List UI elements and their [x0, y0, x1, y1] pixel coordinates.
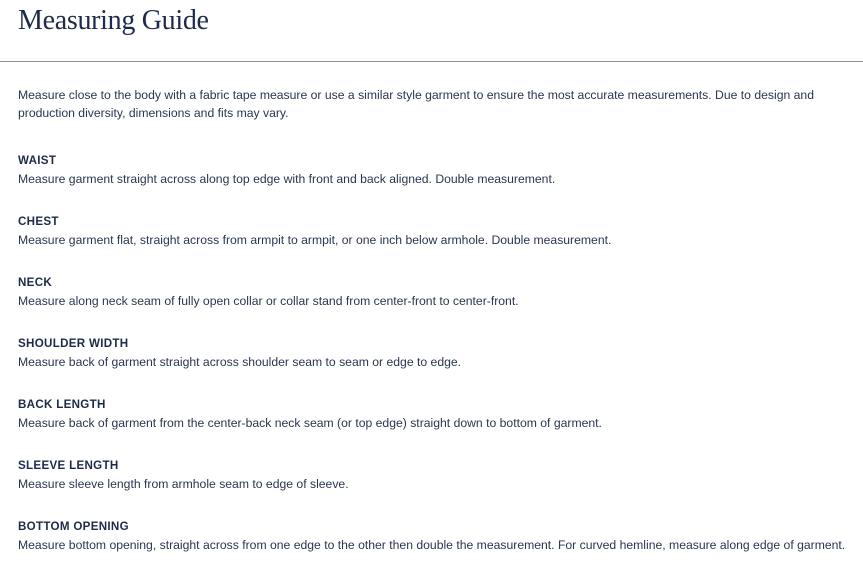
- section-heading: CHEST: [18, 215, 59, 228]
- section-shoulder-width: [18, 335, 858, 396]
- page-title: Measuring Guide: [18, 5, 209, 36]
- section-back-length: [18, 396, 858, 457]
- intro-paragraph: Measure close to the body with a fabric tape measure or use a similar style garment to ensure the most accurate measurements. Due to design and production diversity, dimensions and fits may vary.: [18, 88, 814, 120]
- section-heading: NECK: [18, 276, 53, 289]
- section-text: Measure back of garment straight across shoulder seam to seam or edge to edge.: [18, 355, 462, 369]
- section-heading: SLEEVE LENGTH: [18, 459, 119, 472]
- section-text: Measure garment flat, straight across from armpit to armpit, or one inch below armhole. Double measurement.: [18, 233, 612, 247]
- section-text: Measure along neck seam of fully open collar or collar stand from center-front to center-front.: [18, 294, 519, 308]
- section-text: Measure bottom opening, straight across from one edge to the other then double the measurement. For curved hemline, measure along edge of garment.: [18, 538, 846, 552]
- measurement-sections: [18, 152, 858, 579]
- section-neck: [18, 274, 858, 335]
- section-bottom-opening: [18, 518, 858, 579]
- section-heading: BACK LENGTH: [18, 398, 106, 411]
- section-text: Measure back of garment from the center-back neck seam (or top edge) straight down to bottom of garment.: [18, 416, 602, 430]
- section-heading: WAIST: [18, 154, 57, 167]
- section-sleeve-length: [18, 457, 858, 518]
- section-heading: BOTTOM OPENING: [18, 520, 129, 533]
- section-text: Measure garment straight across along top edge with front and back aligned. Double measurement.: [18, 172, 556, 186]
- section-text: Measure sleeve length from armhole seam to edge of sleeve.: [18, 477, 349, 491]
- section-heading: SHOULDER WIDTH: [18, 337, 129, 350]
- title-divider: [0, 61, 863, 62]
- section-waist: [18, 152, 858, 213]
- section-chest: [18, 213, 858, 274]
